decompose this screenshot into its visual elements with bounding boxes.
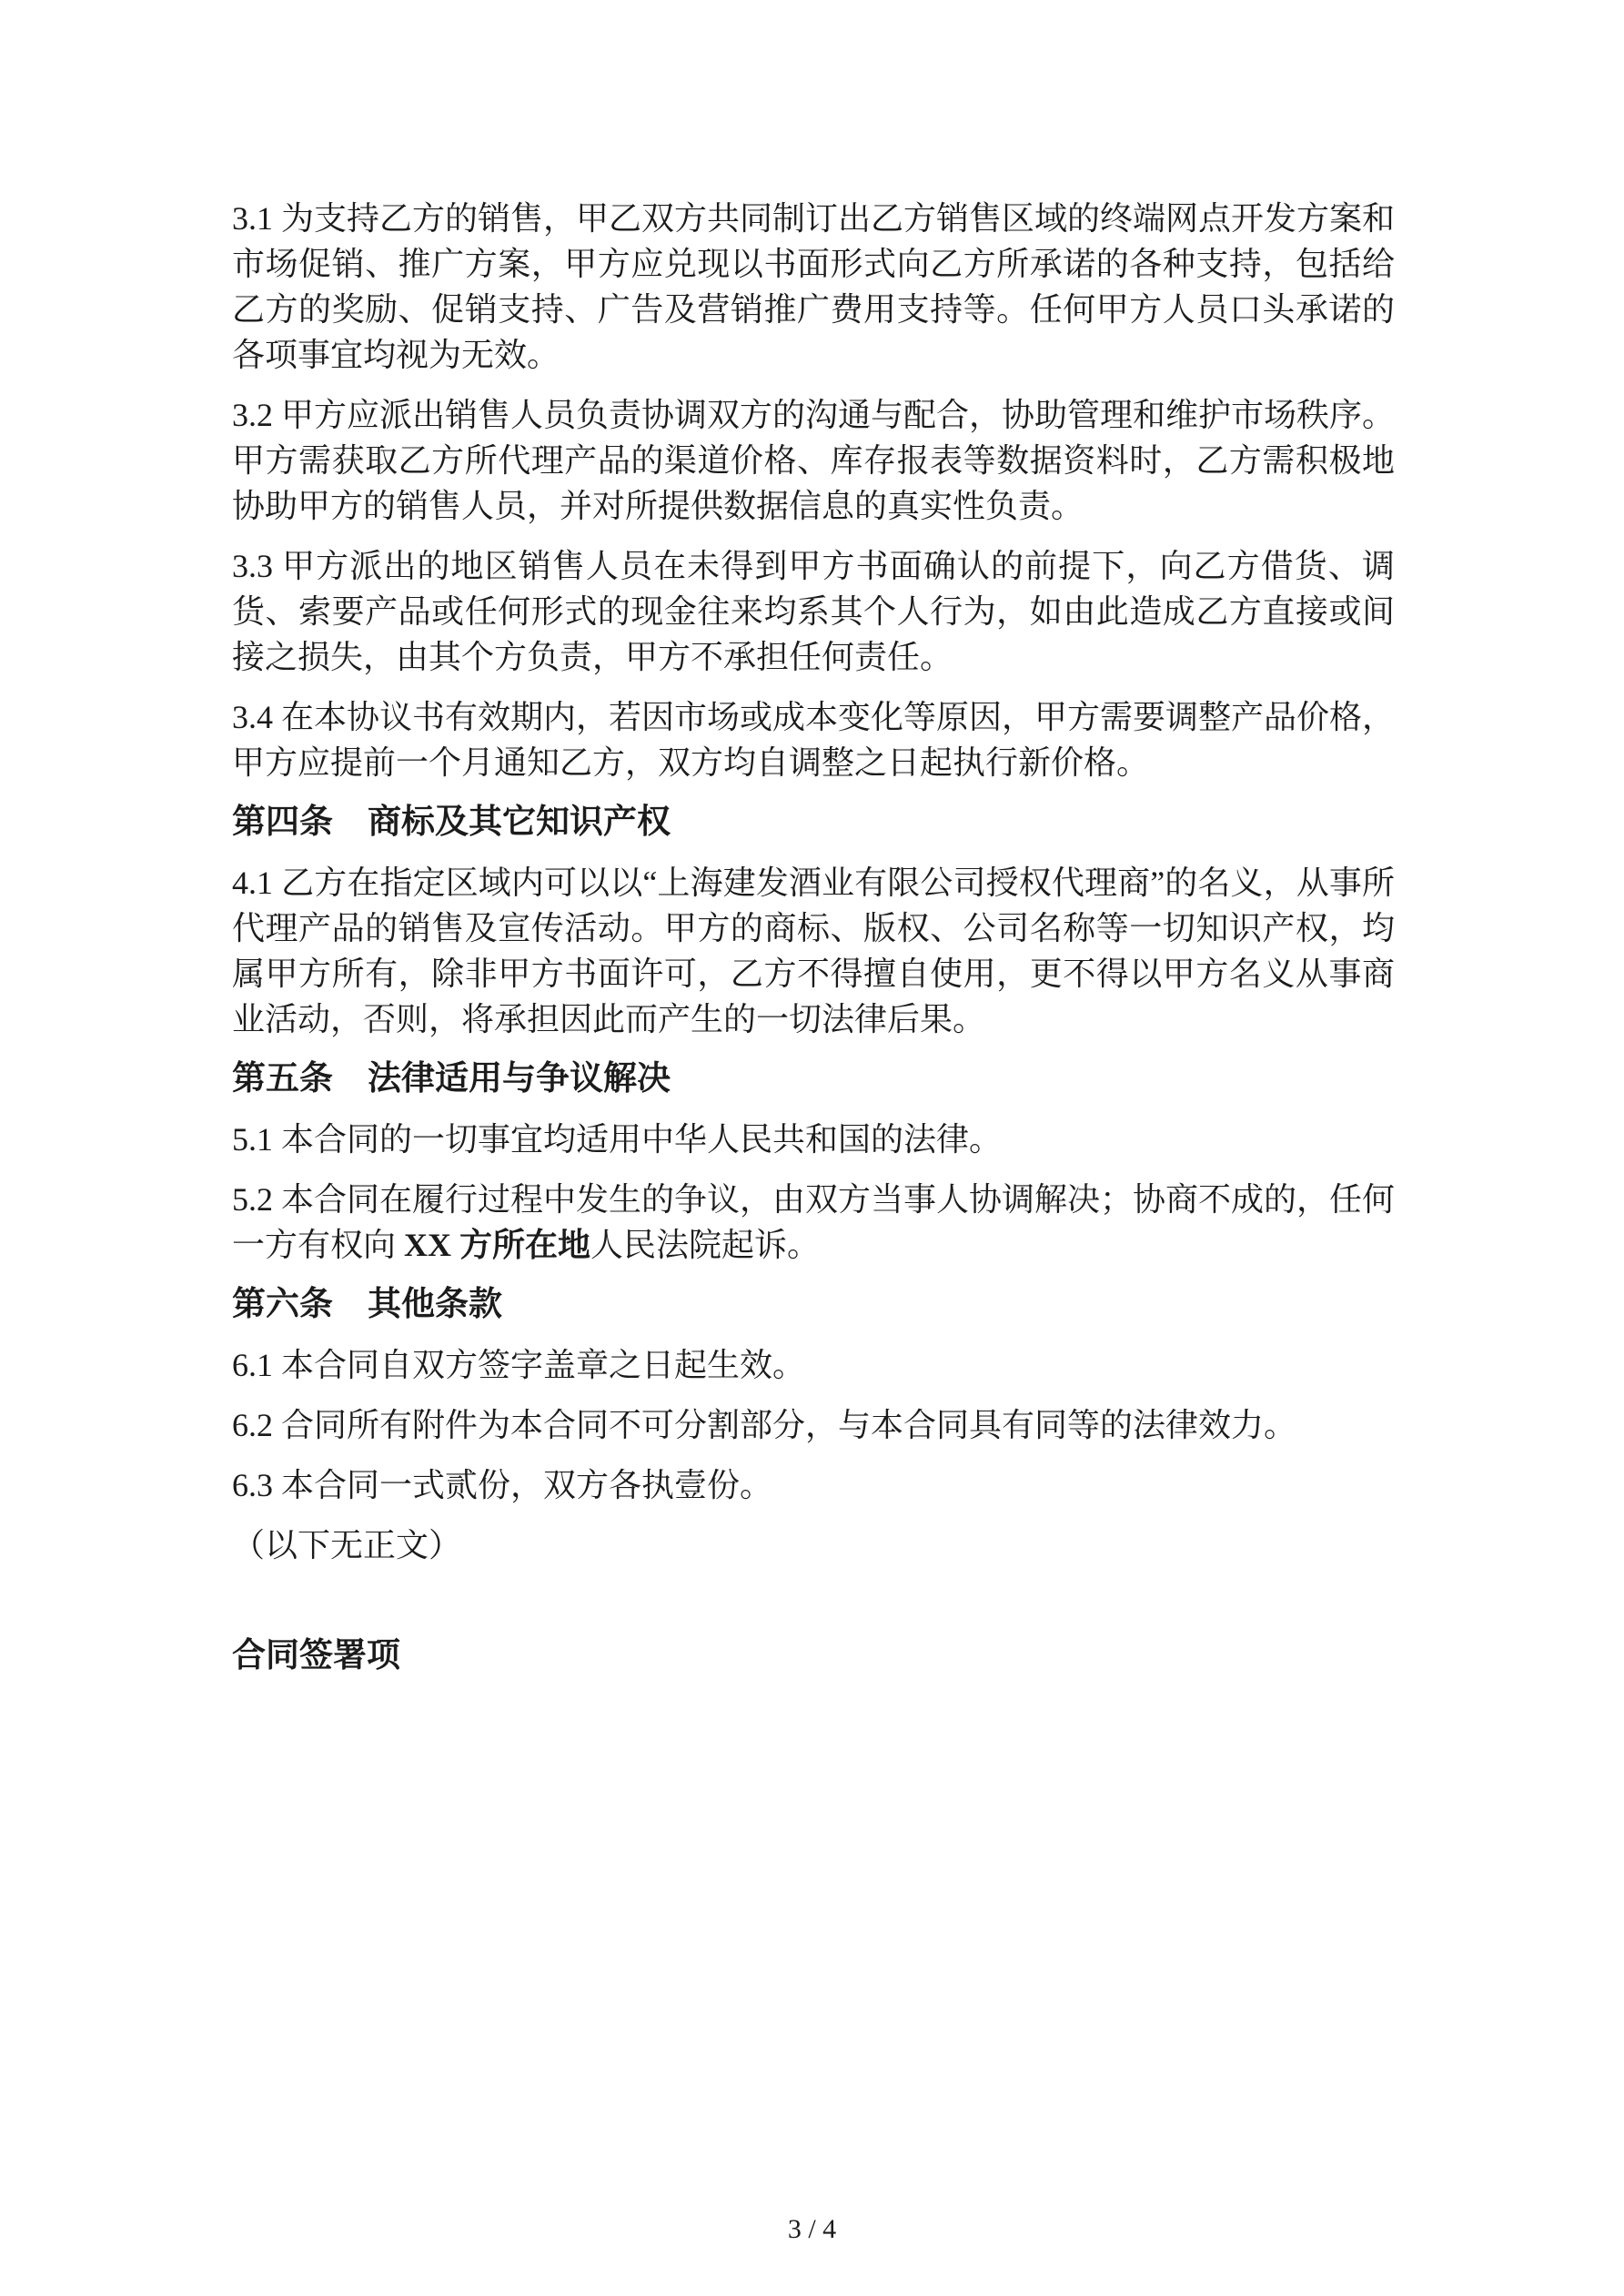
section-heading-5 — [232, 1057, 1395, 1102]
clause-6-1: 6.1 本合同自双方签字盖章之日起生效。 — [232, 1347, 806, 1383]
section-4-title: 商标及其它知识产权 — [368, 804, 671, 841]
clause-4-1: 4.1 乙方在指定区域内可以以“上海建发酒业有限公司授权代理商”的名义，从事所代理产品的销售及宣传活动。甲方的商标、版权、公司名称等一切知识产权，均属甲方所有，除非甲方书面许可，乙方不得擅自使用，更不得以甲方名义从事商业活动，否则，将承担因此而产生的一切法律后果。 — [232, 865, 1395, 1037]
clause-6-3: 6.3 本合同一式贰份，双方各执壹份。 — [232, 1467, 773, 1503]
clause-5-2-text-pre: 5.2 本合同在履行过程中发生的争议，由双方当事人协调解决；协商不成的，任何一方有权向 — [232, 1181, 1396, 1263]
clause-3-3: 3.3 甲方派出的地区销售人员在未得到甲方书面确认的前提下，向乙方借货、调货、索要产品或任何形式的现金往来均系其个人行为，如由此造成乙方直接或间接之损失，由其个方负责，甲方不承担任何责任。 — [232, 548, 1395, 675]
clause-5-1: 5.1 本合同的一切事宜均适用中华人民共和国的法律。 — [232, 1121, 1003, 1158]
section-6-number: 第六条 — [232, 1286, 333, 1323]
page-footer — [0, 2213, 1624, 2246]
clause-5-2 — [232, 1177, 1395, 1268]
clause-6-2: 6.2 合同所有附件为本合同不可分割部分，与本合同具有同等的法律效力。 — [232, 1407, 1297, 1443]
document-body — [232, 196, 1395, 1679]
clause-5-2-bold-text: XX 方所在地 — [404, 1227, 591, 1263]
section-heading-4 — [232, 800, 1395, 845]
no-body-text-note: （以下无正文） — [232, 1527, 462, 1563]
clause-5-2-text-post: 人民法院起诉。 — [590, 1227, 821, 1263]
clause-3-2: 3.2 甲方应派出销售人员负责协调双方的沟通与配合，协助管理和维护市场秩序。甲方需获取乙方所代理产品的渠道价格、库存报表等数据资料时，乙方需积极地协助甲方的销售人员，并对所提供数据信息的真实性负责。 — [232, 397, 1396, 524]
section-heading-6 — [232, 1282, 1395, 1328]
section-5-title: 法律适用与争议解决 — [368, 1060, 671, 1097]
page-number: 3 / 4 — [787, 2214, 837, 2244]
clause-3-4: 3.4 在本协议书有效期内，若因市场或成本变化等原因，甲方需要调整产品价格，甲方应提前一个月通知乙方，双方均自调整之日起执行新价格。 — [232, 699, 1396, 781]
section-4-number: 第四条 — [232, 804, 333, 841]
section-5-number: 第五条 — [232, 1060, 333, 1097]
signature-section-title: 合同签署项 — [232, 1637, 400, 1674]
clause-3-1: 3.1 为支持乙方的销售，甲乙双方共同制订出乙方销售区域的终端网点开发方案和市场促销、推广方案，甲方应兑现以书面形式向乙方所承诺的各种支持，包括给乙方的奖励、促销支持、广告及营销推广费用支持等。任何甲方人员口头承诺的各项事宜均视为无效。 — [232, 200, 1396, 373]
section-6-title: 其他条款 — [368, 1286, 502, 1323]
